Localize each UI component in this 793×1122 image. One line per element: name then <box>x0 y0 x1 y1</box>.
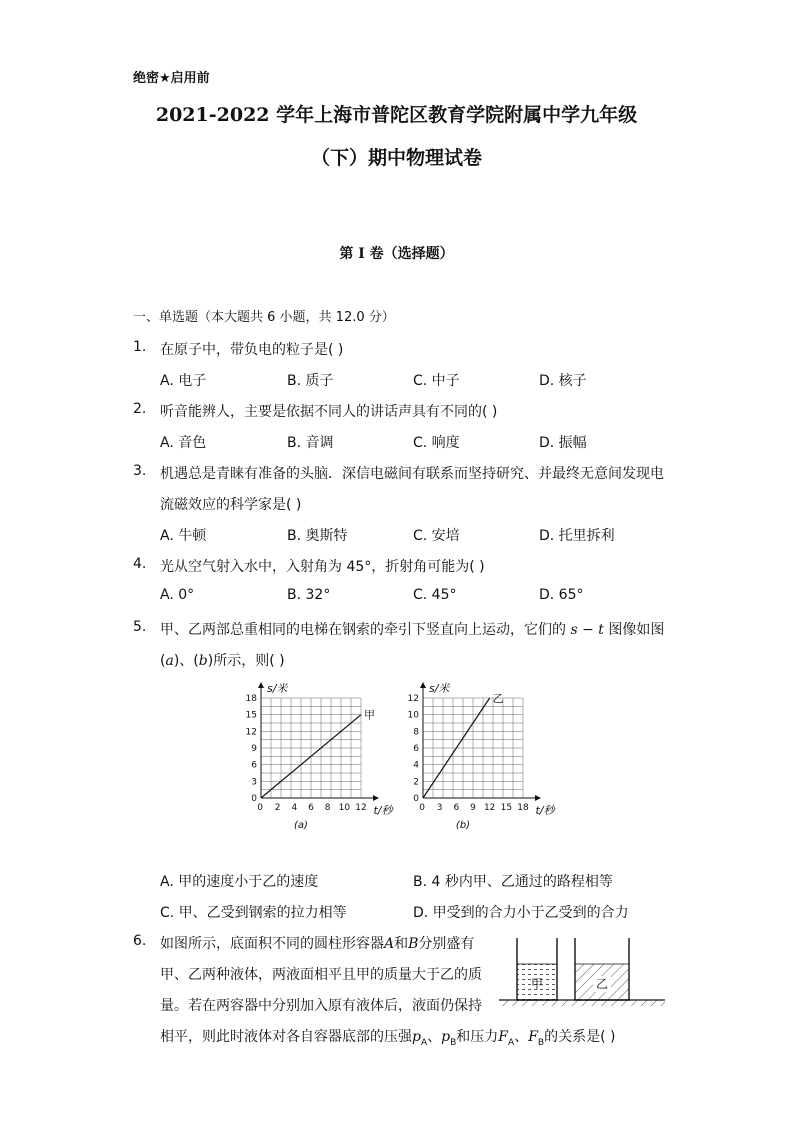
question-5-number: 5. <box>133 619 147 635</box>
chart-b-y-tick-label: 12 <box>407 694 419 704</box>
chart-b-caption: (b) <box>455 820 471 831</box>
q6-text-part4: 相平，则此时液体对各自容器底部的压强 <box>160 1029 412 1045</box>
question-3-text-line1: 机遇总是青睐有准备的头脑．深信电磁间有联系而坚持研究、并最终无意间发现电 <box>160 466 664 482</box>
chart-a-x-tick-label: 10 <box>338 803 351 813</box>
chart-a-y-tick-label: 3 <box>251 777 257 788</box>
chart-b-x-label: t/秒 <box>535 804 555 817</box>
chart-a-y-tick-label: 0 <box>251 794 257 804</box>
section-title: 第 I 卷（选择题） <box>339 246 454 262</box>
question-2-option-a[interactable]: A. 音色 <box>160 435 207 451</box>
chart-b-y-tick-label: 2 <box>413 777 419 788</box>
question-1-option-b[interactable]: B. 质子 <box>287 373 334 389</box>
chart-a <box>230 672 400 834</box>
question-1-option-c[interactable]: C. 中子 <box>413 373 460 389</box>
question-4-option-a[interactable]: A. 0° <box>160 587 195 603</box>
q6-pB: p <box>441 1029 451 1045</box>
chart-b-x-tick-label: 6 <box>453 803 460 813</box>
question-4-text: 光从空气射入水中，入射角为 45°，折射角可能为( ) <box>160 559 485 575</box>
question-4-option-c[interactable]: C. 45° <box>413 587 457 603</box>
q6-container-b: B <box>408 936 419 952</box>
chart-b-y-tick-label: 4 <box>413 760 419 771</box>
q5-paren-open: ( <box>160 653 166 669</box>
q6-text-part1: 如图所示，底面积不同的圆柱形容器 <box>160 936 384 952</box>
q6-FB-sub: B <box>537 1037 545 1048</box>
question-5-text-line2 <box>160 650 285 670</box>
chart-b-x-tick-label: 9 <box>470 803 476 813</box>
chart-b-y-arrow <box>420 682 426 688</box>
q5-paren-close: )所示，则( ) <box>207 653 285 669</box>
q6-FA: F <box>498 1029 509 1045</box>
chart-a-y-label: s/米 <box>267 682 288 695</box>
chart-b-y-label: s/米 <box>429 682 450 695</box>
q5-text-part1: 甲、乙两部总重相同的电梯在钢索的牵引下竖直向上运动，它们的 <box>160 622 566 638</box>
q5-s-t-symbol: s − t <box>570 622 604 638</box>
chart-b-origin-label: 0 <box>419 803 425 813</box>
question-3-number: 3. <box>133 463 147 479</box>
container-a-label: 甲 <box>530 977 544 991</box>
chart-a-caption: (a) <box>294 820 308 831</box>
chart-a-y-tick-label: 9 <box>251 744 257 754</box>
question-5-option-b[interactable]: B. 4 秒内甲、乙通过的路程相等 <box>413 874 613 890</box>
chart-b-x-arrow <box>535 795 541 801</box>
chart-a-y-tick-label: 18 <box>245 694 257 704</box>
question-3-option-d[interactable]: D. 托里拆利 <box>539 528 615 544</box>
question-3-option-a[interactable]: A. 牛顿 <box>160 528 207 544</box>
q5-paren-mid: )、( <box>173 653 199 669</box>
question-4-number: 4. <box>133 556 147 572</box>
containers-diagram <box>497 932 667 1010</box>
question-2-text: 听音能辨人，主要是依据不同人的讲话声具有不同的( ) <box>160 404 498 420</box>
chart-a-y-arrow <box>258 682 264 688</box>
paper-title-line1: 2021-2022 学年上海市普陀区教育学院附属中学九年级 <box>155 104 638 126</box>
q6-pA-sub: A <box>420 1037 428 1048</box>
chart-b-x-tick-label: 18 <box>517 803 529 813</box>
question-2-option-c[interactable]: C. 响度 <box>413 435 460 451</box>
part-title: 一、单选题（本大题共 6 小题，共 12.0 分） <box>133 310 395 325</box>
chart-a-y-tick-label: 12 <box>245 727 257 738</box>
question-1-number: 1. <box>133 339 147 355</box>
chart-b <box>392 672 562 834</box>
chart-a-x-arrow <box>373 795 379 801</box>
question-1-option-d[interactable]: D. 核子 <box>539 373 587 389</box>
chart-a-series-label: 甲 <box>364 708 375 722</box>
chart-a-y-tick-label: 15 <box>245 710 257 721</box>
question-5-option-d[interactable]: D. 甲受到的合力小于乙受到的合力 <box>413 905 629 921</box>
question-5-option-a[interactable]: A. 甲的速度小于乙的速度 <box>160 874 319 890</box>
q5-label-b: b <box>198 653 208 669</box>
q6-FA-sub: A <box>508 1037 515 1048</box>
ground-hatch <box>499 1000 665 1006</box>
question-2-option-d[interactable]: D. 振幅 <box>539 435 587 451</box>
question-6-text-line1 <box>160 933 474 953</box>
chart-a-x-tick-label: 4 <box>291 803 298 813</box>
question-6-number: 6. <box>133 933 147 949</box>
chart-b-y-tick-label: 6 <box>413 744 419 754</box>
confidential-mark: 绝密★启用前 <box>133 71 210 86</box>
question-2-number: 2. <box>133 401 147 417</box>
question-5-option-c[interactable]: C. 甲、乙受到钢索的拉力相等 <box>160 905 347 921</box>
question-2-option-b[interactable]: B. 音调 <box>287 435 334 451</box>
question-6-text-line4 <box>160 1026 615 1048</box>
paper-title-line2: （下）期中物理试卷 <box>310 147 482 169</box>
q6-text-part5: 和压力 <box>456 1029 499 1045</box>
q5-text-part2: 图像如图 <box>608 622 665 638</box>
question-4-option-d[interactable]: D. 65° <box>539 587 584 603</box>
q5-label-a: a <box>165 653 174 669</box>
chart-b-x-tick-label: 3 <box>436 803 443 813</box>
chart-a-x-tick-label: 6 <box>308 803 314 813</box>
question-4-option-b[interactable]: B. 32° <box>287 587 331 603</box>
q6-container-a: A <box>384 936 395 952</box>
q6-text-part3: 分别盛有 <box>418 936 475 952</box>
question-5-text-line1 <box>160 619 664 639</box>
question-1-text: 在原子中，带负电的粒子是( ) <box>160 342 344 358</box>
q6-text-part6: 的关系是( ) <box>544 1029 616 1045</box>
chart-a-x-tick-label: 2 <box>274 803 281 813</box>
chart-a-origin-label: 0 <box>257 803 263 813</box>
question-3-option-c[interactable]: C. 安培 <box>413 528 460 544</box>
chart-b-y-tick-label: 0 <box>413 794 419 804</box>
question-6-text-line3: 量。若在两容器中分别加入原有液体后，液面仍保持 <box>160 998 482 1014</box>
q6-sep1: 、 <box>427 1029 442 1045</box>
question-3-option-b[interactable]: B. 奥斯特 <box>287 528 348 544</box>
chart-b-y-tick-label: 8 <box>413 727 419 738</box>
q6-sep2: 、 <box>514 1029 529 1045</box>
chart-b-x-tick-label: 12 <box>483 803 496 813</box>
q6-pB-sub: B <box>450 1037 457 1048</box>
q6-text-part2: 和 <box>394 936 409 952</box>
chart-b-series-label: 乙 <box>492 692 504 705</box>
question-3-text-line2: 流磁效应的科学家是( ) <box>160 497 302 513</box>
chart-a-x-label: t/秒 <box>373 804 393 817</box>
q6-FB: F <box>528 1029 538 1045</box>
question-1-option-a[interactable]: A. 电子 <box>160 373 207 389</box>
chart-b-x-tick-label: 15 <box>500 803 513 813</box>
q6-pA: p <box>412 1029 421 1045</box>
chart-a-y-tick-label: 6 <box>251 760 257 771</box>
chart-a-x-tick-label: 12 <box>355 803 367 813</box>
question-6-text-line2: 甲、乙两种液体，两液面相平且甲的质量大于乙的质 <box>160 967 482 983</box>
chart-a-x-tick-label: 8 <box>324 803 331 813</box>
chart-b-y-tick-label: 10 <box>407 710 419 721</box>
container-b-label: 乙 <box>595 977 609 991</box>
